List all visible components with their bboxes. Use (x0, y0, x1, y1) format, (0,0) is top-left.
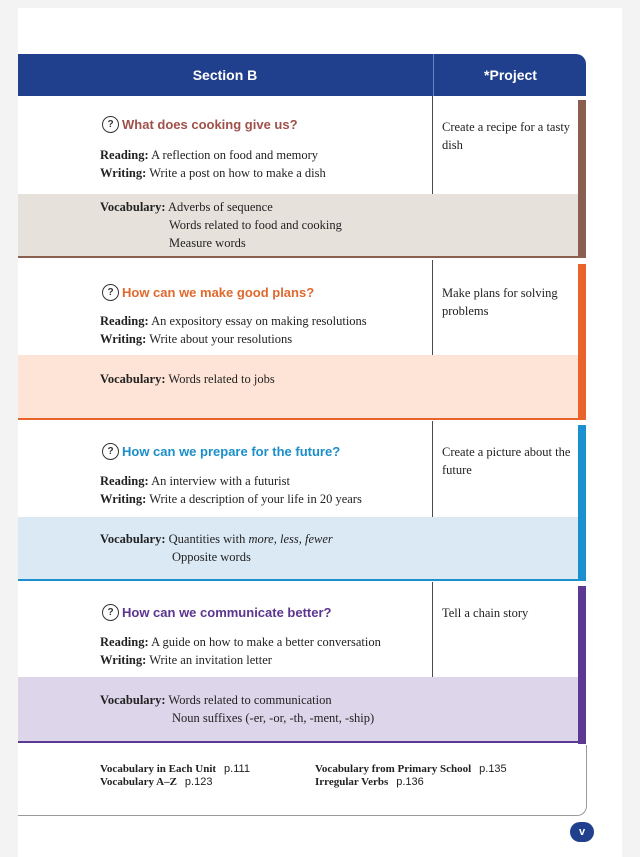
question-text: How can we prepare for the future? (122, 444, 341, 459)
vocabulary-box (18, 355, 578, 418)
unit-bottom-rule (18, 418, 586, 420)
reading-line: Reading: An expository essay on making resolutions (100, 314, 367, 328)
unit-block-1 (18, 96, 586, 258)
unit-question (102, 284, 314, 301)
vocabulary-line: Vocabulary: Words related to jobs (100, 372, 275, 386)
project-text: Tell a chain story (442, 606, 529, 620)
vocabulary-line: Noun suffixes (-er, -or, -th, -ment, -ship) (172, 711, 375, 725)
vocabulary-line: Words related to food and cooking (169, 218, 342, 232)
reading-line: Reading: A guide on how to make a better conversation (100, 635, 381, 649)
reading-line: Reading: A reflection on food and memory (100, 148, 319, 162)
writing-line: Writing: Write a description of your life in 20 years (100, 492, 362, 506)
question-icon: ? (102, 284, 119, 301)
unit-question (102, 116, 298, 133)
unit-block-4 (18, 582, 586, 744)
question-text: How can we communicate better? (122, 605, 332, 620)
vocabulary-box (18, 677, 578, 741)
unit-question (102, 443, 340, 460)
column-divider (432, 421, 433, 517)
writing-line: Writing: Write an invitation letter (100, 653, 272, 667)
footer-ref-irregular-verbs[interactable]: Irregular Verbs p.136 (315, 776, 424, 788)
project-text: Make plans for solving problems (442, 286, 558, 318)
table-header (18, 54, 586, 96)
page-number-badge: v (570, 822, 594, 842)
vocabulary-line: Vocabulary: Quantities with more, less, fewer (100, 532, 333, 546)
unit-color-bar (578, 425, 586, 581)
column-divider (432, 582, 433, 677)
unit-bottom-rule (18, 579, 586, 581)
project-text: Create a picture about the future (442, 445, 571, 477)
unit-block-3 (18, 421, 586, 581)
question-text: How can we make good plans? (122, 285, 315, 300)
writing-line: Writing: Write about your resolutions (100, 332, 293, 346)
question-icon: ? (102, 443, 119, 460)
unit-question (102, 604, 332, 621)
question-text: What does cooking give us? (122, 117, 298, 132)
footer-ref-vocab-a-z[interactable]: Vocabulary A–Z p.123 (100, 776, 213, 788)
unit-color-bar (578, 586, 586, 744)
section-header: Section B (192, 67, 258, 83)
unit-bottom-rule (18, 256, 586, 258)
vocabulary-line: Opposite words (172, 550, 251, 564)
writing-line: Writing: Write a post on how to make a dish (100, 166, 326, 180)
reading-line: Reading: An interview with a futurist (100, 474, 290, 488)
unit-bottom-rule (18, 741, 586, 743)
column-divider (432, 96, 433, 194)
vocabulary-line: Measure words (169, 236, 246, 250)
vocabulary-line: Vocabulary: Adverbs of sequence (100, 200, 273, 214)
project-header: *Project (433, 54, 587, 96)
unit-block-2 (18, 260, 586, 420)
unit-color-bar (578, 100, 586, 258)
vocabulary-box (18, 517, 578, 579)
question-icon: ? (102, 604, 119, 621)
footer-ref-primary-school[interactable]: Vocabulary from Primary School p.135 (315, 763, 507, 775)
project-text: Create a recipe for a tasty dish (442, 120, 571, 152)
vocabulary-line: Vocabulary: Words related to communication (100, 693, 332, 707)
question-icon: ? (102, 116, 119, 133)
unit-color-bar (578, 264, 586, 420)
vocabulary-box (18, 194, 578, 256)
footer-ref-vocab-each-unit[interactable]: Vocabulary in Each Unit p.111 (100, 763, 250, 775)
column-divider (432, 260, 433, 355)
